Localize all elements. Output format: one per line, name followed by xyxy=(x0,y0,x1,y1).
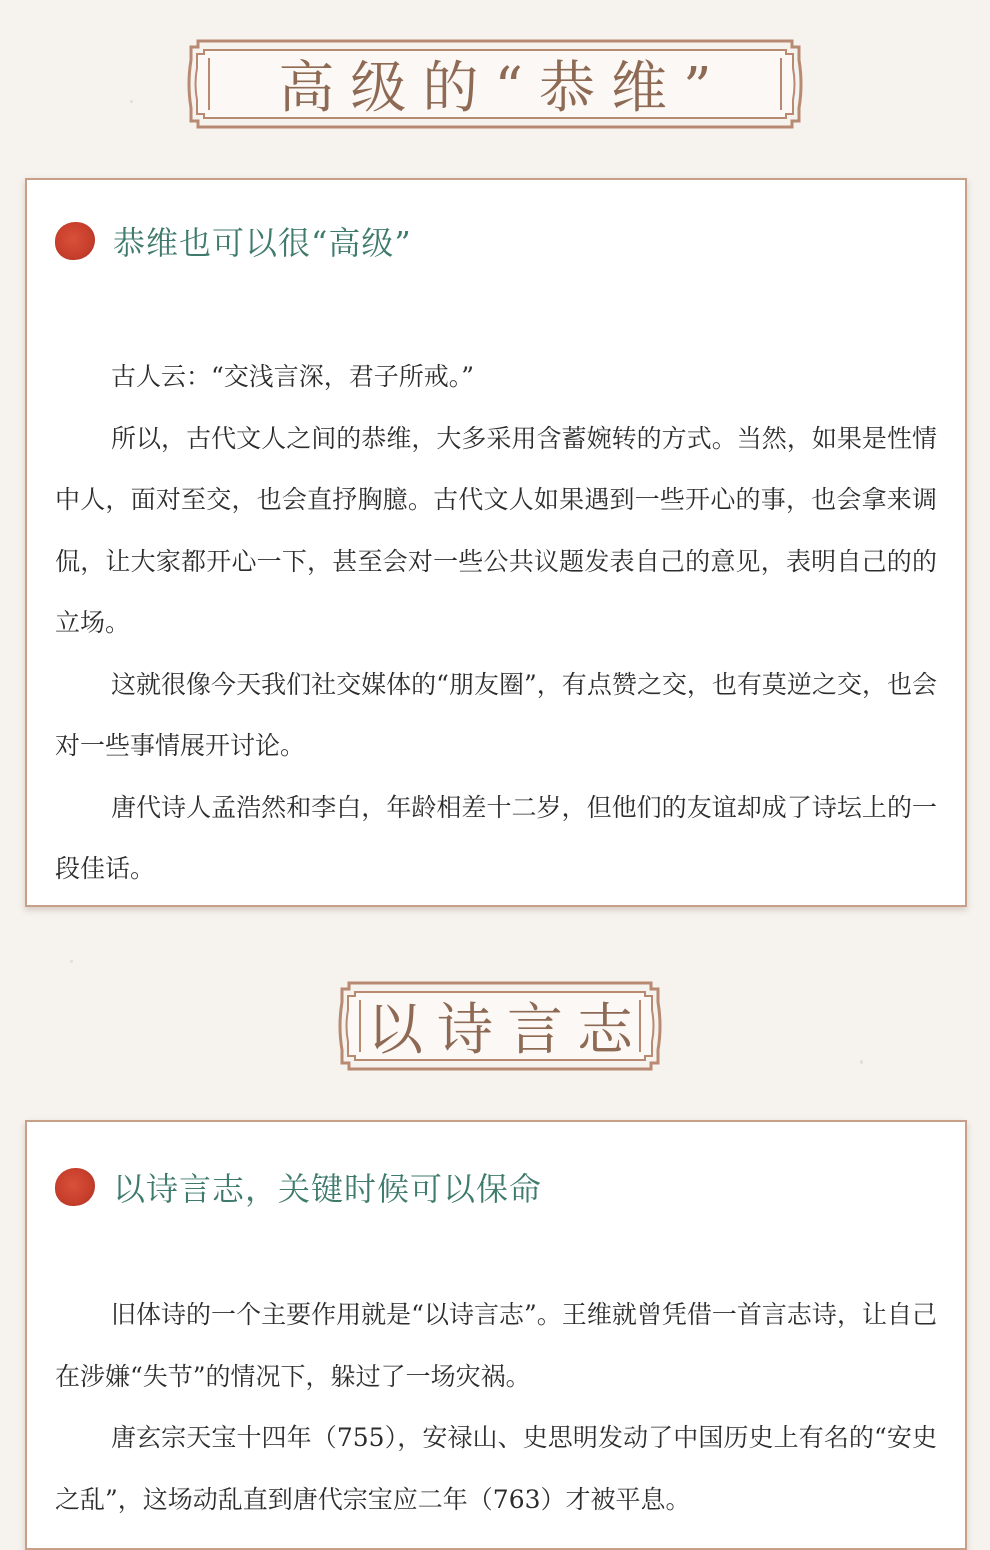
paragraph: 旧体诗的一个主要作用就是“以诗言志”。王维就曾凭借一首言志诗，让自己在涉嫌“失节”的情况下，躲过了一场灾祸。 xyxy=(55,1300,937,1391)
section-title-plaque xyxy=(184,38,806,130)
paper-speck xyxy=(130,100,133,103)
paper-speck xyxy=(70,960,73,963)
content-card xyxy=(25,178,967,907)
card-body xyxy=(55,346,937,900)
paragraph: 所以，古代文人之间的恭维，大多采用含蓄婉转的方式。当然，如果是性情中人，面对至交，也会直抒胸臆。古代文人如果遇到一些开心的事，也会拿来调侃，让大家都开心一下，甚至会对一些公共议题发表自己的意见，表明自己的的立场。 xyxy=(55,423,937,637)
paragraph: 唐玄宗天宝十四年（755），安禄山、史思明发动了中国历史上有名的“安史之乱”，这场动乱直到唐代宗宝应二年（763）才被平息。 xyxy=(55,1423,937,1514)
content-card xyxy=(25,1120,967,1550)
section-title-plaque xyxy=(335,980,665,1072)
red-seal-icon xyxy=(55,1168,95,1206)
card-heading xyxy=(55,218,412,264)
card-title: 以诗言志，关键时候可以保命 xyxy=(113,1170,543,1208)
paragraph: 古人云：“交浅言深，君子所戒。” xyxy=(111,362,475,391)
plaque-title: 高级的“恭维” xyxy=(278,56,728,121)
paragraph: 唐代诗人孟浩然和李白，年龄相差十二岁，但他们的友谊却成了诗坛上的一段佳话。 xyxy=(55,792,937,883)
plaque-title: 以诗言志 xyxy=(367,998,647,1063)
card-body xyxy=(55,1284,937,1530)
card-title: 恭维也可以很“高级” xyxy=(113,224,412,262)
card-heading xyxy=(55,1164,542,1210)
red-seal-icon xyxy=(55,222,95,260)
paper-speck xyxy=(860,1060,863,1064)
paragraph: 这就很像今天我们社交媒体的“朋友圈”，有点赞之交，也有莫逆之交，也会对一些事情展开讨论。 xyxy=(55,669,937,760)
